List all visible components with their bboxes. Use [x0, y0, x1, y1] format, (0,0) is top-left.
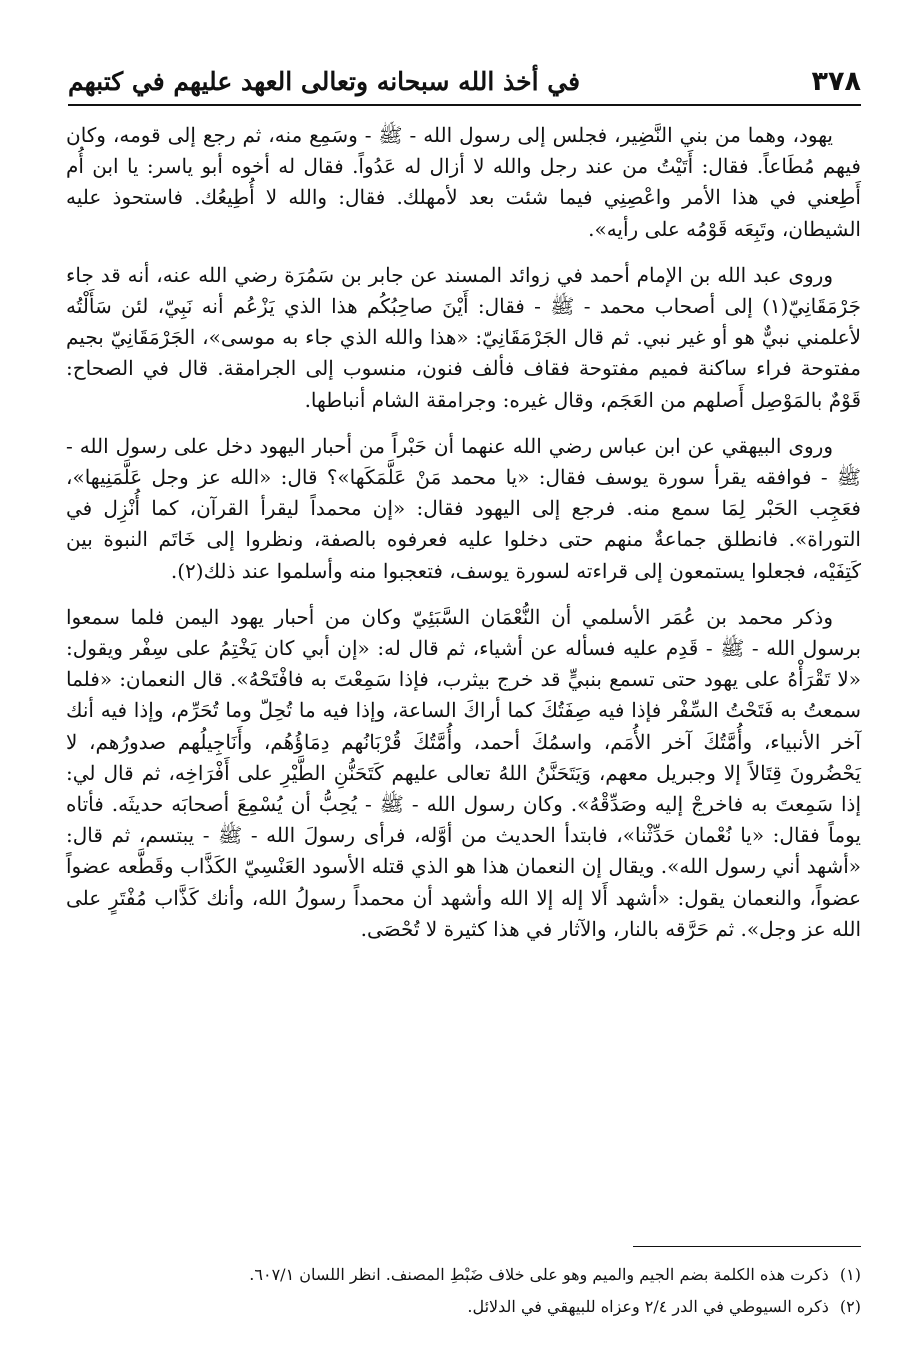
footnote-separator: [633, 1246, 861, 1247]
footnote-text: ذكرت هذه الكلمة بضم الجيم والميم وهو على خلاف ضَبْطِ المصنف. انظر اللسان ٦٠٧/١.: [249, 1265, 829, 1284]
footnote-1: [66, 1262, 861, 1288]
paragraph-2: وروى عبد الله بن الإمام أحمد في زوائد المسند عن جابر بن سَمُرَة رضي الله عنه، أنه قد جاء جَرْمَقَانِيّ(١) إلى أصحاب محمد - ﷺ - فقال: أَيْنَ صاحِبُكُم هذا الذي يَزْعُم أنه نَبِيّ، لئن سَأَلْتُه لأعلمني نبيٌّ هو أو غير نبي. ثم قال الجَرْمَقَانِيّ: «هذا والله الذي جاء به موسى»، الجَرْمَقَانِيّ بجيم مفتوحة فراء ساكنة فميم مفتوحة فقاف فألف فنون، منسوب إلى الجرامقة. قال في الصحاح: قَوْمٌ بالمَوْصِل أَصلهم من العَجَم، وقال غيره: وجرامقة الشام أنباطها.: [66, 262, 861, 412]
footnote-number: (٢): [839, 1297, 861, 1316]
running-header: [68, 58, 861, 106]
footnote-number: (١): [839, 1265, 861, 1284]
main-text: [66, 120, 861, 960]
page-number: ٣٧٨: [811, 65, 861, 97]
paragraph-3: وروى البيهقي عن ابن عباس رضي الله عنهما أن حَبْراً من أحبار اليهود دخل على رسول الله - ﷺ - فوافقه يقرأ سورة يوسف فقال: «يا محمد مَنْ عَلَّمَكَها»؟ قال: «الله عز وجل عَلَّمَنِيها»، فعَجِب الحَبْر لِمَا سمع منه. فرجع إلى اليهود فقال: «إن محمداً ليقرأ القرآن، كما أُنْزِل في التوراة». فانطلق جماعةٌ منهم حتى دخلوا عليه فعرفوه بالصفة، ونظروا إلى خَاتَم النبوة بين كَتِفَيْه، فجعلوا يستمعون إلى قراءته لسورة يوسف، فتعجبوا منه وأسلموا عند ذلك(٢).: [66, 433, 861, 583]
running-title: في أخذ الله سبحانه وتعالى العهد عليهم في كتبهم: [68, 66, 581, 96]
footnote-2: [66, 1294, 861, 1320]
footnote-text: ذكره السيوطي في الدر ٢/٤ وعزاه للبيهقي في الدلائل.: [467, 1297, 829, 1316]
paragraph-1: يهود، وهما من بني النَّضِير، فجلس إلى رسول الله - ﷺ - وسَمِع منه، ثم رجع إلى قومه، وكان فيهم مُطَاعاً. فقال: أَتَيْتُ من عند رجل والله لا أزال له عَدُواً. فقال له أخوه أبو ياسر: يا ابن أُم أَطِعني في هذا الأمر واعْصِنِي فيما شئت بعد لأمهلك. فقال: والله لا أُطِيعُك. فاستحوذ عليه الشيطان، وتَبِعَه قَوْمُه على رأيه».: [66, 123, 861, 241]
footnotes: [66, 1262, 861, 1326]
paragraph-4: وذكر محمد بن عُمَر الأسلمي أن النُّعْمَان السَّبَئِيّ وكان من أحبار يهود اليمن فلما سمعوا برسول الله - ﷺ - قَدِم عليه فسأله عن أشياء، ثم قال له: «إن أبي كان يَخْتِمُ على سِفْر ويقول: «لا تَقْرَأْهُ على يهود حتى تسمع بنبيٍّ قد خرج بيثرب، فإذا سَمِعْتَ به فافْتَحْهُ». قال النعمان: «فلما سمعتُ به فَتَحْتُ السِّفْر فإذا فيه صِفَتُكَ كما أراكَ الساعة، وإذا فيه ما تُحِلّ وما تُحَرِّم، وإذا فيه أنك آخر الأنبياء، وأُمَّتُكَ آخر الأُمَم، واسمُكَ أحمد، وأُمَّتُكَ قُرْبَانُهم دِمَاؤُهُم، وأَنَاجِيلُهم صدورُهم، لا يَحْضُرونَ قِتَالاً إلا وجبريل معهم، وَيَتَحَنَّنُ اللهُ تعالى عليهم كَتَحَنُّنِ الطَّيْرِ على أَفْرَاخِه، ثم قال لي: إذا سَمِعتَ به فاخرجْ إليه وصَدِّقْهُ». وكان رسول الله - ﷺ - يُحِبُّ أن يُسْمِعَ أصحابَه حديثَه. فأتاه يوماً فقال: «يا نُعْمان حَدِّثْنا»، فابتدأ الحديث من أوَّله، فرأى رسولَ الله - ﷺ - يبتسم، ثم قال: «أشهد أني رسول الله». ويقال إن النعمان هذا هو الذي قتله الأسود العَنْسِيّ الكَذَّاب وقَطَّعه عضواً عضواً، والنعمان يقول: «أشهد أَلا إله إلا الله وأشهد أن محمداً رسولُ الله، وأنك كَذَّاب مُفْتَرٍ على الله عز وجل». ثم حَرَّقه بالنار، والآثار في هذا كثيرة لا تُحْصَى.: [66, 604, 861, 941]
